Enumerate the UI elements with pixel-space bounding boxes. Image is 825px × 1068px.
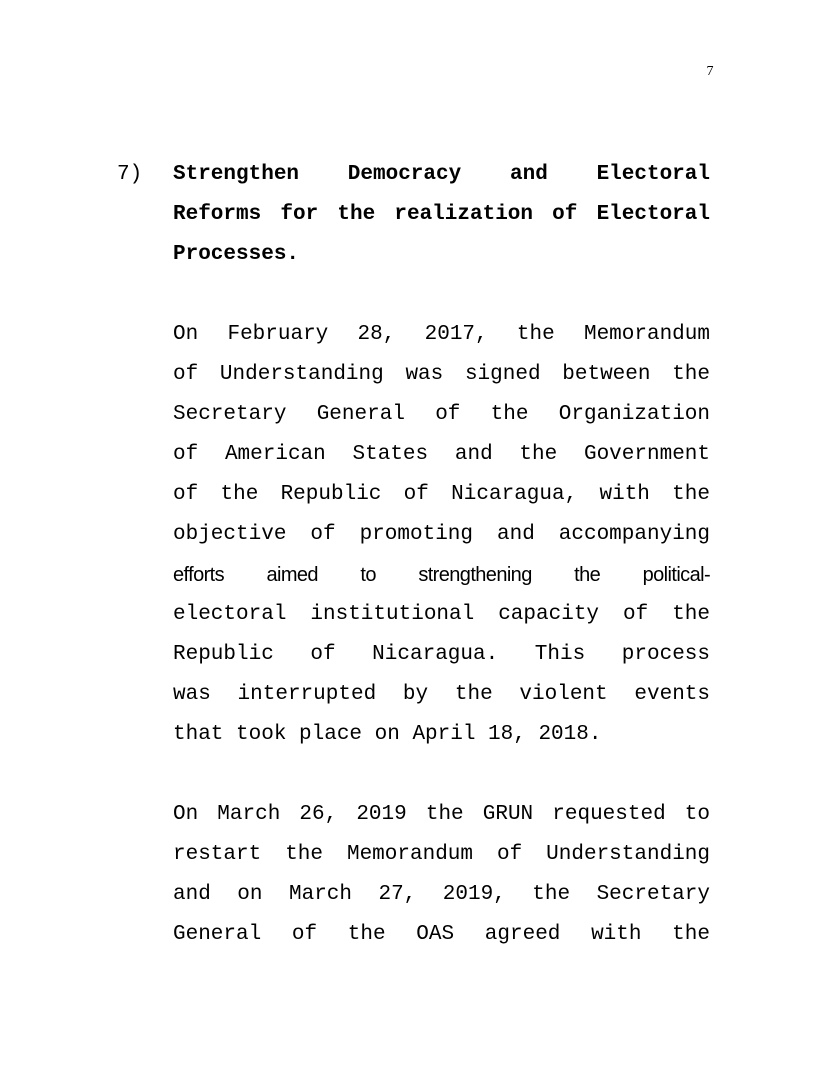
paragraph-line: was interrupted by the violent events	[173, 683, 710, 706]
paragraph-memorandum-2019	[173, 795, 710, 955]
paragraph-line: electoral institutional capacity of the	[173, 603, 710, 626]
paragraph-line: On March 26, 2019 the GRUN requested to	[173, 803, 710, 826]
paragraph-memorandum-2017	[173, 315, 710, 755]
page-number: 7	[706, 64, 714, 79]
paragraph-line: that took place on April 18, 2018.	[173, 723, 602, 746]
heading-line: Strengthen Democracy and Electoral	[173, 163, 710, 186]
paragraph-line: of Understanding was signed between the	[173, 363, 710, 386]
paragraph-line: and on March 27, 2019, the Secretary	[173, 883, 710, 906]
paragraph-line: efforts aimed to strengthening the political-	[173, 564, 710, 586]
heading-line: Reforms for the realization of Electoral	[173, 203, 710, 226]
paragraph-line: Republic of Nicaragua. This process	[173, 643, 710, 666]
paragraph-line: restart the Memorandum of Understanding	[173, 843, 710, 866]
section-heading	[173, 155, 710, 275]
paragraph-line: On February 28, 2017, the Memorandum	[173, 323, 710, 346]
heading-line: Processes.	[173, 243, 300, 266]
paragraph-line: of American States and the Government	[173, 443, 710, 466]
paragraph-line: objective of promoting and accompanying	[173, 523, 710, 546]
paragraph-line: of the Republic of Nicaragua, with the	[173, 483, 710, 506]
paragraph-line: General of the OAS agreed with the	[173, 923, 710, 946]
paragraph-line: Secretary General of the Organization	[173, 403, 710, 426]
section-number: 7)	[117, 163, 143, 186]
